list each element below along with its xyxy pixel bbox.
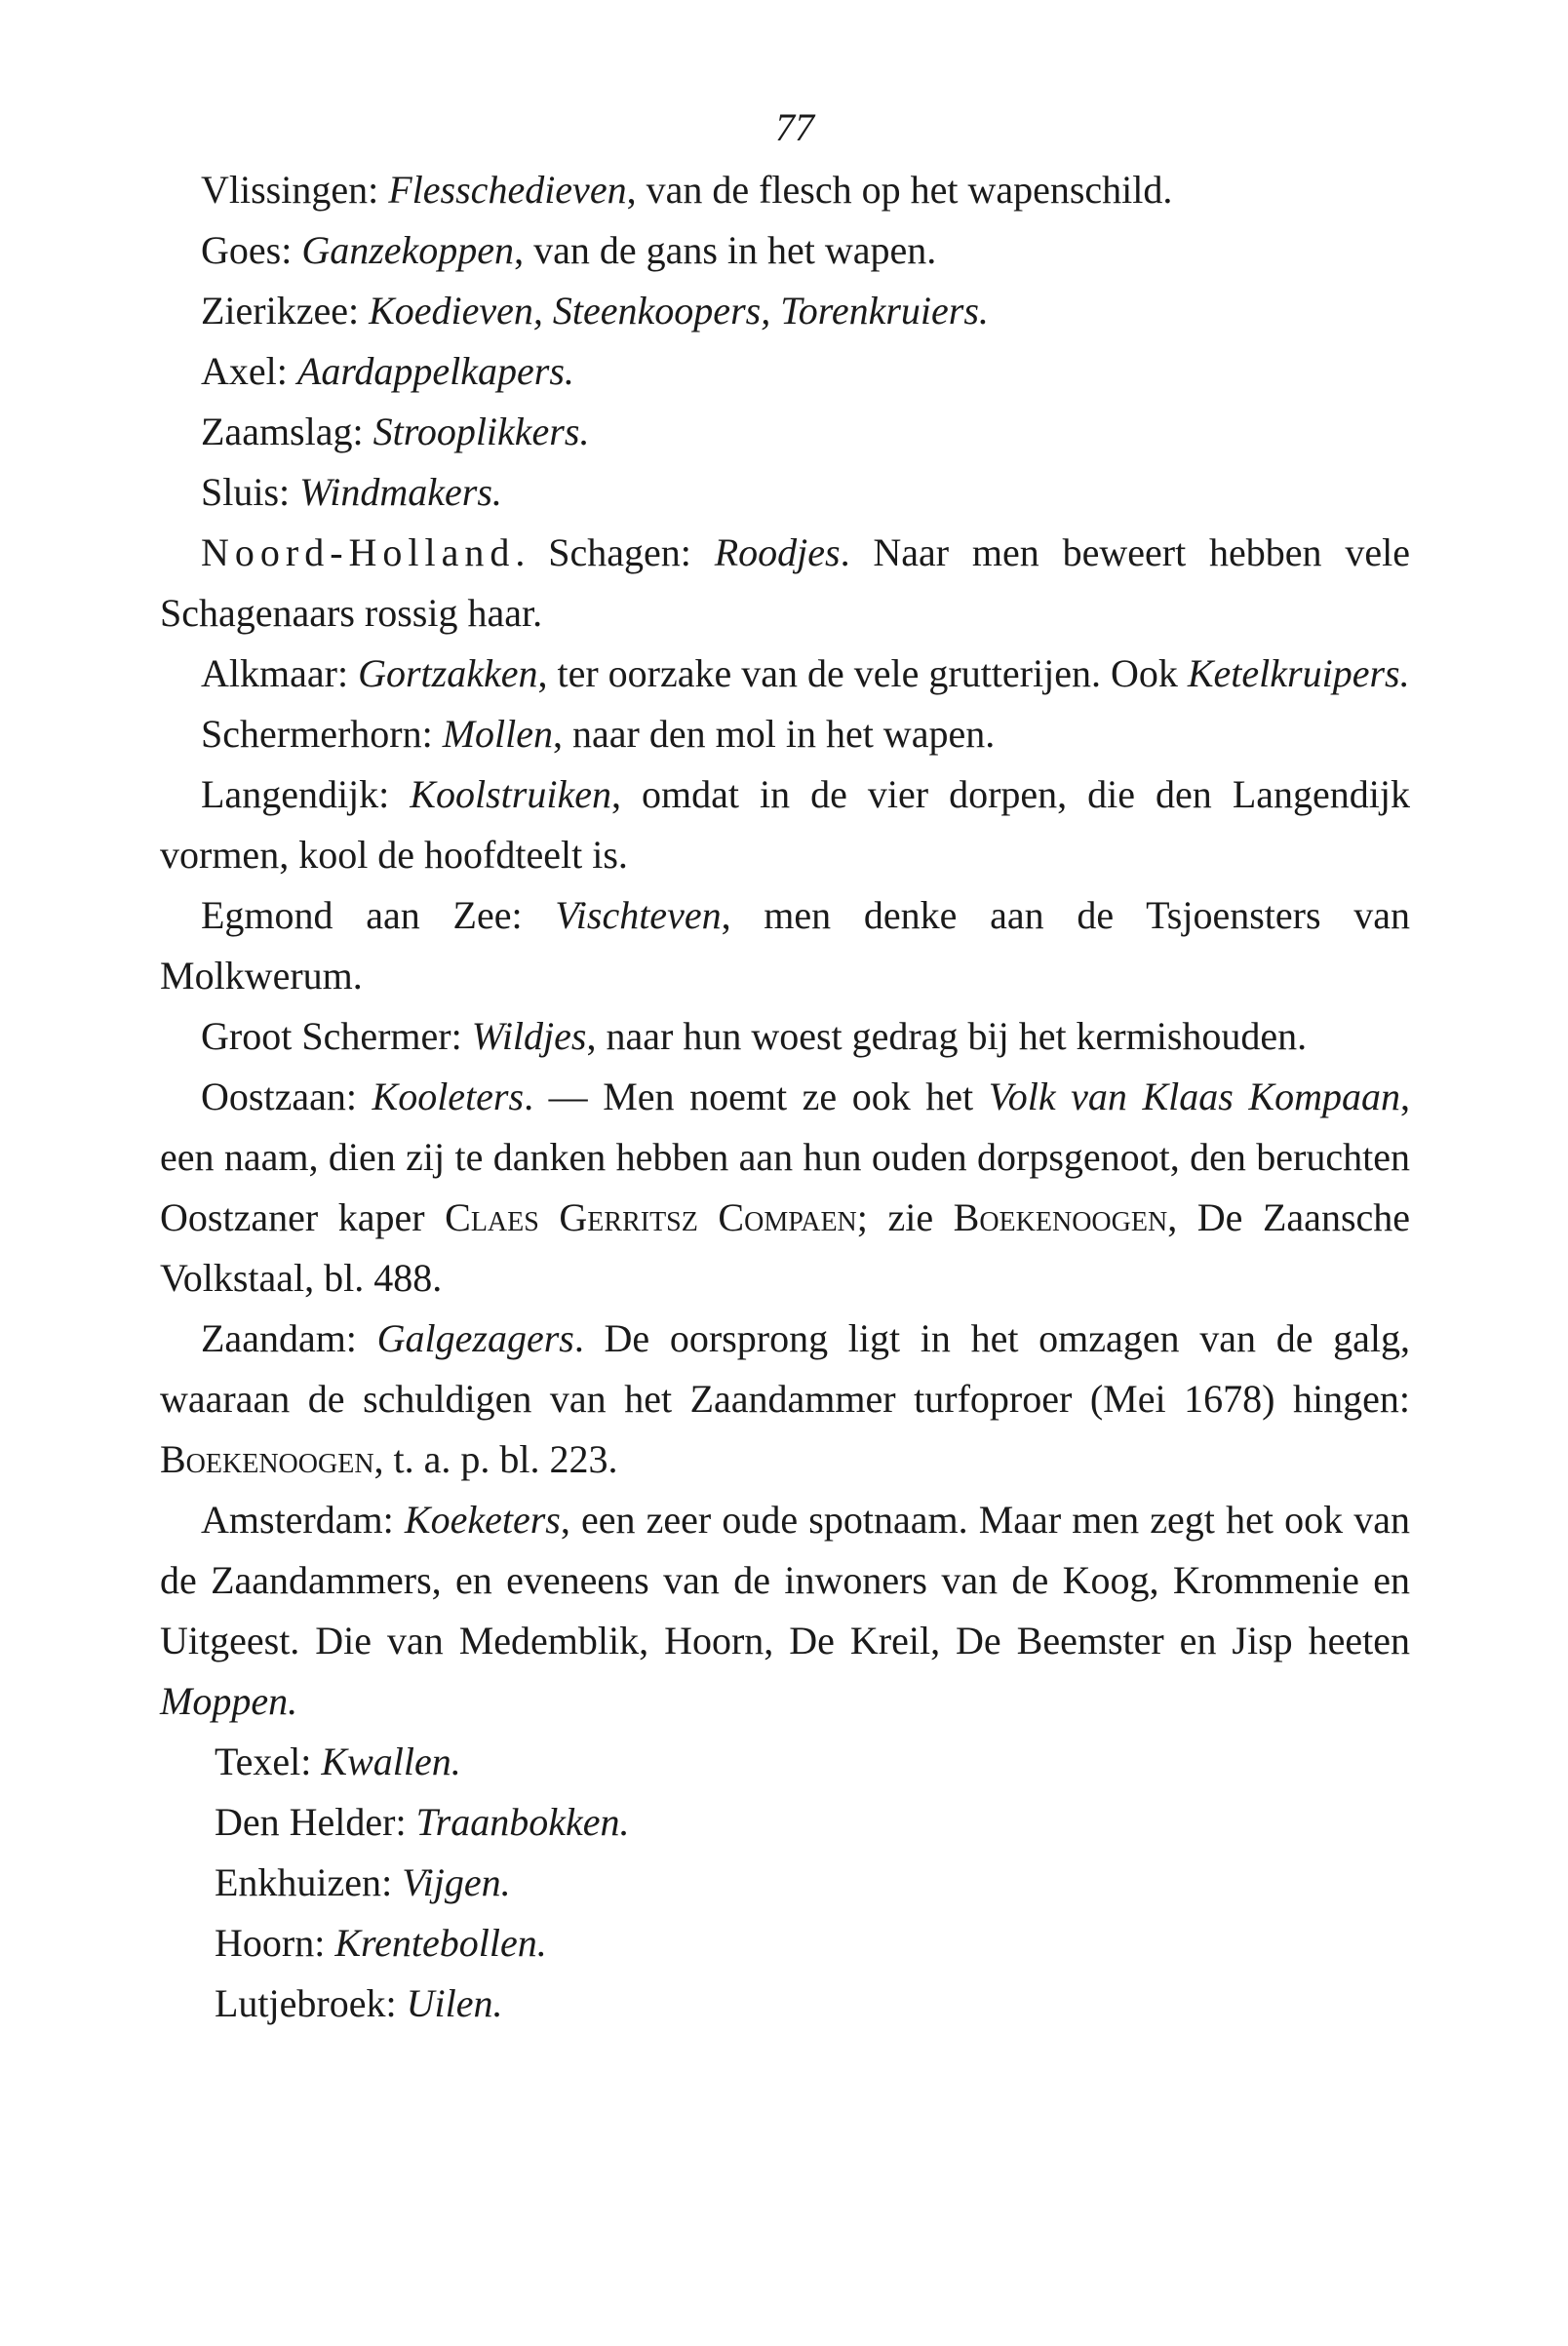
entry-hoorn: Hoorn: Krentebollen.	[215, 1921, 547, 1965]
place-name: Goes	[201, 228, 282, 272]
place-name: Texel	[215, 1740, 301, 1783]
entry-noord-holland: Noord-Holland. Schagen: Roodjes. Naar men beweert hebben vele Schagenaars rossig haar.	[160, 530, 1410, 635]
nickname: Roodjes	[714, 530, 841, 574]
explanation: , naar den mol in het wapen.	[553, 712, 996, 756]
nickname: Galgezagers	[376, 1316, 574, 1360]
entry-zierikzee: Zierikzee: Koedieven, Steenkoopers, Torenkruiers.	[201, 289, 989, 332]
citation: , De Zaansche Volkstaal, bl. 488.	[160, 1195, 1411, 1300]
explanation: , een zeer oude spotnaam. Maar men zegt het ook van de Zaandammers, en eveneens van de inwoners van de Koog, Krommenie en Uitgeest. Die van Medemblik, Hoorn, De Kreil, De Beemster en Jisp heeten	[160, 1498, 1410, 1662]
nickname: Windmakers.	[299, 470, 502, 514]
entry-alkmaar	[160, 644, 1410, 704]
author-name: Boekenoogen	[953, 1195, 1168, 1239]
place-name: Zierikzee	[201, 289, 348, 332]
nickname: Uilen.	[406, 1981, 503, 2025]
entry-oostzaan: Oostzaan: Kooleters. — Men noemt ze ook het Volk van Klaas Kompaan, een naam, dien zij te danken hebben aan hun ouden dorpsgenoot, den beruchten Oostzaner kaper Claes Gerritsz Compaen; zie Boekenoogen, De Zaansche Volkstaal, bl. 488.	[160, 1075, 1411, 1300]
nickname: Traanbokken.	[415, 1800, 630, 1844]
entry-axel: Axel: Aardappelkapers.	[201, 349, 574, 393]
nickname: Koeketers	[404, 1498, 561, 1542]
entry-vlissingen: Vlissingen: Flesschedieven, van de flesch op het wapenschild.	[201, 168, 1173, 212]
place-name: Oostzaan:	[201, 1075, 372, 1118]
place-name: Vlissingen	[201, 168, 369, 212]
book-page	[160, 98, 1410, 2034]
nickname: Aardappelkapers.	[296, 349, 574, 393]
nickname: Kooleters	[372, 1075, 525, 1118]
entry-lutjebroek: Lutjebroek: Uilen.	[215, 1981, 503, 2025]
entry-langendijk	[160, 764, 1410, 885]
nickname: Ganzekoppen	[301, 228, 515, 272]
explanation: . Naar men beweert hebben vele Schagenaars rossig haar.	[160, 530, 1410, 635]
place-name: Zaamslag	[201, 410, 353, 453]
place-name: Zaandam:	[201, 1316, 377, 1360]
explanation: , ter oorzake van de vele grutterijen. Ook	[537, 651, 1188, 695]
nickname: Krentebollen.	[334, 1921, 547, 1965]
entry-zaamslag: Zaamslag: Strooplikkers.	[201, 410, 590, 453]
entry-sluis: Sluis: Windmakers.	[201, 470, 502, 514]
entry-goes: Goes: Ganzekoppen, van de gans in het wapen.	[201, 228, 937, 272]
place-name: Alkmaar:	[201, 651, 359, 695]
explanation: . De oorsprong ligt in het omzagen van de galg, waaraan de schuldigen van het Zaandammer turfoproer (Mei 1678) hingen:	[160, 1316, 1411, 1421]
place-name: Enkhuizen	[215, 1860, 382, 1904]
place-name: Groot Schermer:	[201, 1014, 472, 1058]
explanation: , naar hun woest gedrag bij het kermishouden.	[586, 1014, 1308, 1058]
entry-zaandam	[160, 1309, 1410, 1490]
person-name: Claes Gerritsz Compaen	[445, 1195, 857, 1239]
place-name: Schermerhorn:	[201, 712, 443, 756]
place-name: Langendijk:	[201, 772, 411, 816]
place-name: Axel	[201, 349, 277, 393]
place-name: Den Helder	[215, 1800, 396, 1844]
entry-amsterdam	[160, 1490, 1410, 1732]
nickname-alt: Volk van Klaas Kompaan	[988, 1075, 1400, 1118]
nickname: Vijgen.	[402, 1860, 511, 1904]
nickname: Gortzakken	[358, 651, 538, 695]
entry-enkhuizen: Enkhuizen: Vijgen.	[215, 1860, 511, 1904]
entry-egmond-aan-zee	[160, 885, 1410, 1006]
nickname: Strooplikkers.	[372, 410, 590, 453]
entry-den-helder: Den Helder: Traanbokken.	[215, 1800, 630, 1844]
explanation: , van de gans in het wapen.	[514, 228, 937, 272]
nickname-alt: Moppen.	[160, 1679, 298, 1723]
explanation: , men denke aan de Tsjoensters van Molkwerum.	[160, 893, 1411, 997]
place-name: Hoorn	[215, 1921, 315, 1965]
nickname: Vischteven	[555, 893, 722, 937]
nickname-alt: Ketelkruipers.	[1187, 651, 1410, 695]
entry-schermerhorn	[160, 704, 1410, 764]
place-name: Amsterdam:	[201, 1498, 405, 1542]
entry-groot-schermer	[160, 1006, 1410, 1067]
entry-texel: Texel: Kwallen.	[215, 1740, 461, 1783]
nickname: Kwallen.	[321, 1740, 461, 1783]
place-name: Sluis	[201, 470, 280, 514]
nickname: Flesschedieven	[388, 168, 627, 212]
citation: , t. a. p. bl. 223.	[373, 1437, 618, 1481]
nickname: Koedieven, Steenkoopers, Torenkruiers.	[369, 289, 989, 332]
nickname: Wildjes	[471, 1014, 587, 1058]
explanation: , omdat in de vier dorpen, die den Langendijk vormen, kool de hoofdteelt is.	[160, 772, 1410, 877]
nickname: Mollen	[442, 712, 554, 756]
place-name: Egmond aan Zee:	[201, 893, 556, 937]
explanation: , van de flesch op het wapenschild.	[626, 168, 1173, 212]
place-name: Lutjebroek	[215, 1981, 386, 2025]
page-number: 77	[775, 105, 814, 149]
region-heading: Noord-Holland	[201, 530, 516, 574]
author-name: Boekenoogen	[160, 1437, 374, 1481]
nickname: Koolstruiken	[410, 772, 611, 816]
